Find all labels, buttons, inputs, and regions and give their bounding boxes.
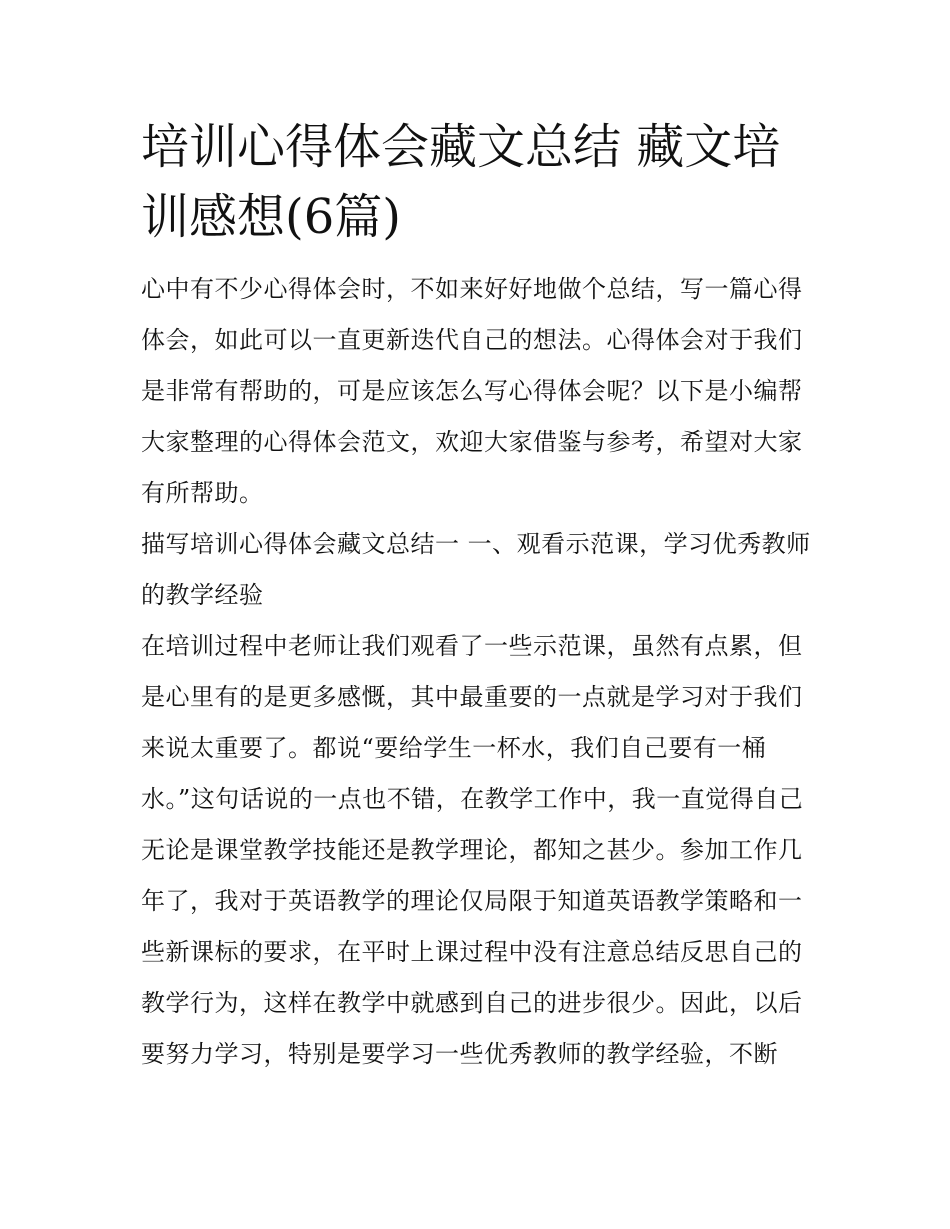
body-paragraph: 在培训过程中老师让我们观看了一些示范课，虽然有点累，但是心里有的是更多感慨，其中最重要的一点就是学习对于我们来说太重要了。都说“要给学生一杯水，我们自己要有一桶水。”这句话说的一点也不错，在教学工作中，我一直觉得自己无论是课堂教学技能还是教学理论，都知之甚少。参加工作几年了，我对于英语教学的理论仅局限于知道英语教学策略和一些新课标的要求，在平时上课过程中没有注意总结反思自己的教学行为，这样在教学中就感到自己的进步很少。因此，以后要努力学习，特别是要学习一些优秀教师的教学经验，不断: [141, 632, 804, 1068]
document-title: 培训心得体会藏文总结 藏文培训感想(6篇): [141, 119, 781, 245]
section-heading: 描写培训心得体会藏文总结一 一、观看示范课，学习优秀教师的教学经验: [141, 530, 811, 609]
document-content: [141, 112, 817, 1080]
intro-paragraph: 心中有不少心得体会时，不如来好好地做个总结，写一篇心得体会，如此可以一直更新迭代自己的想法。心得体会对于我们是非常有帮助的，可是应该怎么写心得体会呢？以下是小编帮大家整理的心得体会范文，欢迎大家借鉴与参考，希望对大家有所帮助。: [141, 275, 803, 507]
